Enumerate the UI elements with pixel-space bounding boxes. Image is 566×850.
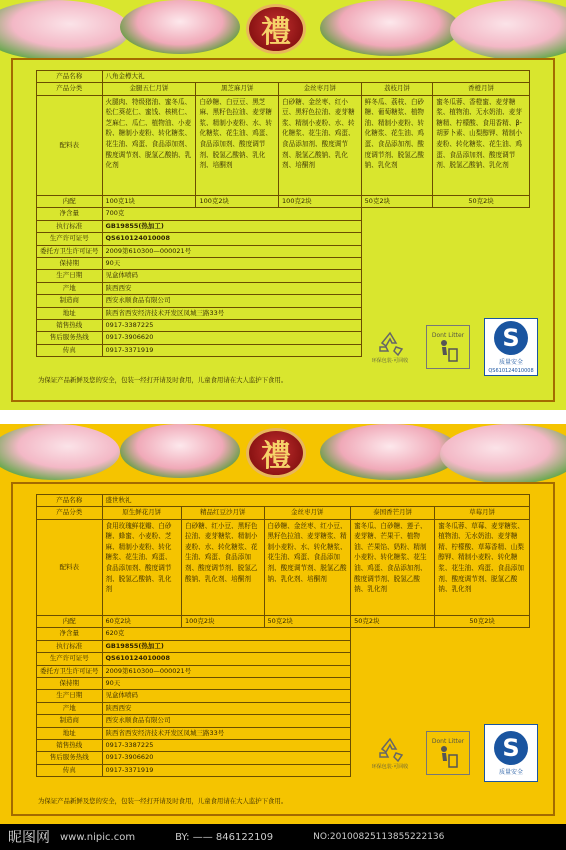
shelf-label: 保持期 — [37, 257, 103, 269]
address: 陕西省西安经济技术开发区凤城三路33号 — [102, 727, 351, 739]
hygiene-number: 2009第610300—000021号 — [102, 245, 361, 257]
hygiene-number: 2009第610300—000021号 — [102, 665, 351, 677]
author-id: BY: —— 846122109 — [175, 831, 274, 843]
service-label: 售后服务热线 — [37, 752, 103, 764]
inner-item: 50克2块 — [435, 615, 530, 627]
service-hotline: 0917-3906620 — [102, 332, 361, 344]
li-seal: 禮 — [246, 4, 306, 54]
production-date: 见盒体喷码 — [102, 690, 351, 702]
product-name-label: 产品名称 — [37, 71, 103, 83]
maker: 西安永顺食品有限公司 — [102, 715, 351, 727]
info-table — [36, 70, 530, 357]
peony-right-2 — [450, 0, 566, 60]
site-brand: 昵图网 — [8, 830, 50, 846]
production-date: 见盒体喷码 — [102, 270, 361, 282]
category-item: 精品红豆沙月饼 — [182, 507, 265, 519]
peony-right — [320, 0, 460, 56]
peony-left — [0, 424, 120, 480]
category-label: 产品分类 — [37, 507, 103, 519]
ingredients-cell: 鲜冬瓜、荔枝、白砂糖、葡萄糖浆、植物油、精制小麦粉、转化糖浆、花生油、鸡蛋、食品添加剂、酸度调节剂、脱氢乙酸钠、乳化剂 — [361, 95, 433, 195]
net-label: 净含量 — [37, 208, 103, 220]
shelf-life: 90天 — [102, 677, 351, 689]
maker: 西安永顺食品有限公司 — [102, 295, 361, 307]
fax-label: 传真 — [37, 764, 103, 776]
standard: GB19855(热加工) — [102, 640, 351, 652]
category-item: 金腿五仁月饼 — [102, 83, 196, 95]
origin-label: 产地 — [37, 282, 103, 294]
ingredients-label: 配料表 — [37, 95, 103, 195]
date-label: 生产日期 — [37, 690, 103, 702]
inner-item: 50克2块 — [351, 615, 435, 627]
ingredients-cell: 白砂糖、金丝枣、红小豆、黑籽色拉油、麦芽糖浆、精制小麦粉、水、转化糖浆、花生油、鸡蛋、食品添加剂、酸度调节剂、脱氢乙酸钠、乳化剂、培酮剂 — [279, 95, 362, 195]
ingredients-cell: 食用玫瑰鲜花瓣、白砂糖、蜂蜜、小麦粉、芝麻、精制小麦粉、转化糖浆、花生油、鸡蛋、食品添加剂、酸度调节剂、脱氢乙酸钠、乳化剂 — [102, 519, 182, 615]
inner-item: 100克1块 — [102, 195, 196, 207]
category-item: 金丝枣月饼 — [279, 83, 362, 95]
address-label: 地址 — [37, 307, 103, 319]
label-panel-2 — [0, 424, 566, 824]
ingredients-cell: 白砂糖、金丝枣、红小豆、黑籽色拉油、麦芽糖浆、精制小麦粉、水、转化糖浆、花生油、鸡蛋、食品添加剂、酸度调节剂、脱氢乙酸钠、乳化剂、培酮剂 — [264, 519, 351, 615]
hygiene-label: 委托方卫生许可证号 — [37, 245, 103, 257]
maker-label: 制造商 — [37, 715, 103, 727]
li-seal: 禮 — [246, 428, 306, 478]
ingredients-cell: 白砂糖、红小豆、黑籽色拉油、麦芽糖浆、精制小麦粉、水、转化糖浆、花生油、鸡蛋、食品添加剂、酸度调节剂、脱氢乙酸钠、乳化剂、培酮剂 — [182, 519, 265, 615]
fax: 0917-3371919 — [102, 764, 351, 776]
license-number: QS610124010008 — [102, 653, 351, 665]
site-url: www.nipic.com — [60, 831, 136, 843]
inner-item: 50克2块 — [433, 195, 530, 207]
date-label: 生产日期 — [37, 270, 103, 282]
product-name: 八角金樽大礼 — [102, 71, 530, 83]
fax: 0917-3371919 — [102, 344, 361, 356]
label-panel-1 — [0, 0, 566, 410]
product-name-label: 产品名称 — [37, 495, 103, 507]
peony-right — [320, 424, 460, 480]
safety-note: 为保证产品新鲜及您的安全，包装一经打开请及时食用，儿童食用请在大人监护下食用。 — [38, 376, 288, 384]
image-number: NO:20100825113855222136 — [313, 832, 445, 842]
sales-label: 销售热线 — [37, 320, 103, 332]
fax-label: 传真 — [37, 344, 103, 356]
category-item: 金丝枣月饼 — [264, 507, 351, 519]
ingredients-cell: 蜜冬瓜蓉、香橙蜜、麦芽糖浆、植物油、无水奶油、麦芽糖精、柠檬酸、食用香精、β-胡萝卜素、山梨醇钾、精制小麦粉、转化糖浆、花生油、鸡蛋、食品添加剂、酸度调节剂、脱氢乙酸钠、乳化剂 — [433, 95, 530, 195]
net-weight: 620克 — [102, 628, 351, 640]
license-label: 生产许可证号 — [37, 233, 103, 245]
watermark-bar — [0, 824, 566, 850]
shelf-life: 90天 — [102, 257, 361, 269]
peony-left-2 — [120, 424, 240, 478]
inner-item: 50克2块 — [264, 615, 351, 627]
inner-item: 100克2块 — [196, 195, 279, 207]
dont-litter-icon — [426, 325, 470, 369]
sales-hotline: 0917-3387225 — [102, 320, 361, 332]
sales-hotline: 0917-3387225 — [102, 740, 351, 752]
category-label: 产品分类 — [37, 83, 103, 95]
cert-icons — [368, 318, 538, 376]
inner-item: 60克2块 — [102, 615, 182, 627]
address: 陕西省西安经济技术开发区凤城三路33号 — [102, 307, 361, 319]
ingredients-cell: 火腿肉、特级猪油、蜜冬瓜、松仁葵花仁、蜜饯、核桃仁、芝麻仁、瓜仁、植物油、小麦粉、糖制小麦粉、转化糖浆、花生油、鸡蛋、食品添加剂、酸度调节剂、脱氢乙酸钠、乳化剂 — [102, 95, 196, 195]
shelf-label: 保持期 — [37, 677, 103, 689]
net-label: 净含量 — [37, 628, 103, 640]
inner-item: 100克2块 — [279, 195, 362, 207]
inner-item: 100克2块 — [182, 615, 265, 627]
inner-item: 50克2块 — [361, 195, 433, 207]
recycle-caption: 环保包装·可回收 — [371, 357, 409, 364]
qs-s-icon: S — [494, 731, 528, 765]
std-label: 执行标准 — [37, 640, 103, 652]
recycle-icon — [368, 325, 412, 369]
license-number: QS610124010008 — [102, 233, 361, 245]
qs-caption: 质量安全 — [498, 768, 523, 776]
category-item: 黑芝麻月饼 — [196, 83, 279, 95]
category-item: 草莓月饼 — [435, 507, 530, 519]
dont-litter-icon — [426, 731, 470, 775]
origin: 陕西西安 — [102, 282, 361, 294]
ingredients-cell: 白砂糖、白豆豆、黑芝麻、黑籽色拉油、麦芽糖浆、精制小麦粉、水、转化糖浆、花生油、鸡蛋、食品添加剂、酸度调节剂、脱氢乙酸钠、乳化剂、培酮剂 — [196, 95, 279, 195]
category-item: 香橙月饼 — [433, 83, 530, 95]
peony-left-2 — [120, 0, 240, 54]
safety-note: 为保证产品新鲜及您的安全，包装一经打开请及时食用，儿童食用请在大人监护下食用。 — [38, 797, 288, 805]
inner-label: 内配 — [37, 615, 103, 627]
standard: GB19855(热加工) — [102, 220, 361, 232]
recycle-caption: 环保包装·可回收 — [371, 763, 409, 770]
dont-litter-text: Dont Litter — [431, 331, 465, 339]
qs-caption: 质量安全 — [498, 358, 523, 366]
peony-left — [0, 0, 130, 60]
sales-label: 销售热线 — [37, 740, 103, 752]
category-item: 泰国香芒月饼 — [351, 507, 435, 519]
std-label: 执行标准 — [37, 220, 103, 232]
category-item: 荔枝月饼 — [361, 83, 433, 95]
ingredients-cell: 蜜冬瓜蓉、草莓、麦芽糖浆、植物油、无水奶油、麦芽糖精、柠檬酸、草莓香精、山梨醇钾、精制小麦粉、转化糖浆、花生油、鸡蛋、食品添加剂、酸度调节剂、脱氢乙酸钠、乳化剂 — [435, 519, 530, 615]
hygiene-label: 委托方卫生许可证号 — [37, 665, 103, 677]
dont-litter-text: Dont Litter — [431, 737, 465, 745]
service-label: 售后服务热线 — [37, 332, 103, 344]
recycle-icon — [368, 731, 412, 775]
license-label: 生产许可证号 — [37, 653, 103, 665]
origin: 陕西西安 — [102, 702, 351, 714]
cert-icons — [368, 724, 538, 782]
inner-label: 内配 — [37, 195, 103, 207]
address-label: 地址 — [37, 727, 103, 739]
qs-s-icon: S — [494, 321, 528, 355]
ingredients-label: 配料表 — [37, 519, 103, 615]
maker-label: 制造商 — [37, 295, 103, 307]
net-weight: 700克 — [102, 208, 361, 220]
qs-mark-icon — [484, 318, 538, 376]
ingredients-cell: 蜜冬瓜、白砂糖、莲子、麦芽糖、芒果干、植物油、芒果馅、奶粉、精制小麦粉、转化糖浆、花生油、鸡蛋、食品添加剂、酸度调节剂、脱氢乙酸钠、乳化剂 — [351, 519, 435, 615]
service-hotline: 0917-3906620 — [102, 752, 351, 764]
qs-mark-icon — [484, 724, 538, 782]
category-item: 原生鲜花月饼 — [102, 507, 182, 519]
product-name: 盛世秋礼 — [102, 495, 530, 507]
origin-label: 产地 — [37, 702, 103, 714]
peony-right-2 — [440, 424, 566, 484]
qs-code: QS610124010008 — [488, 367, 534, 374]
